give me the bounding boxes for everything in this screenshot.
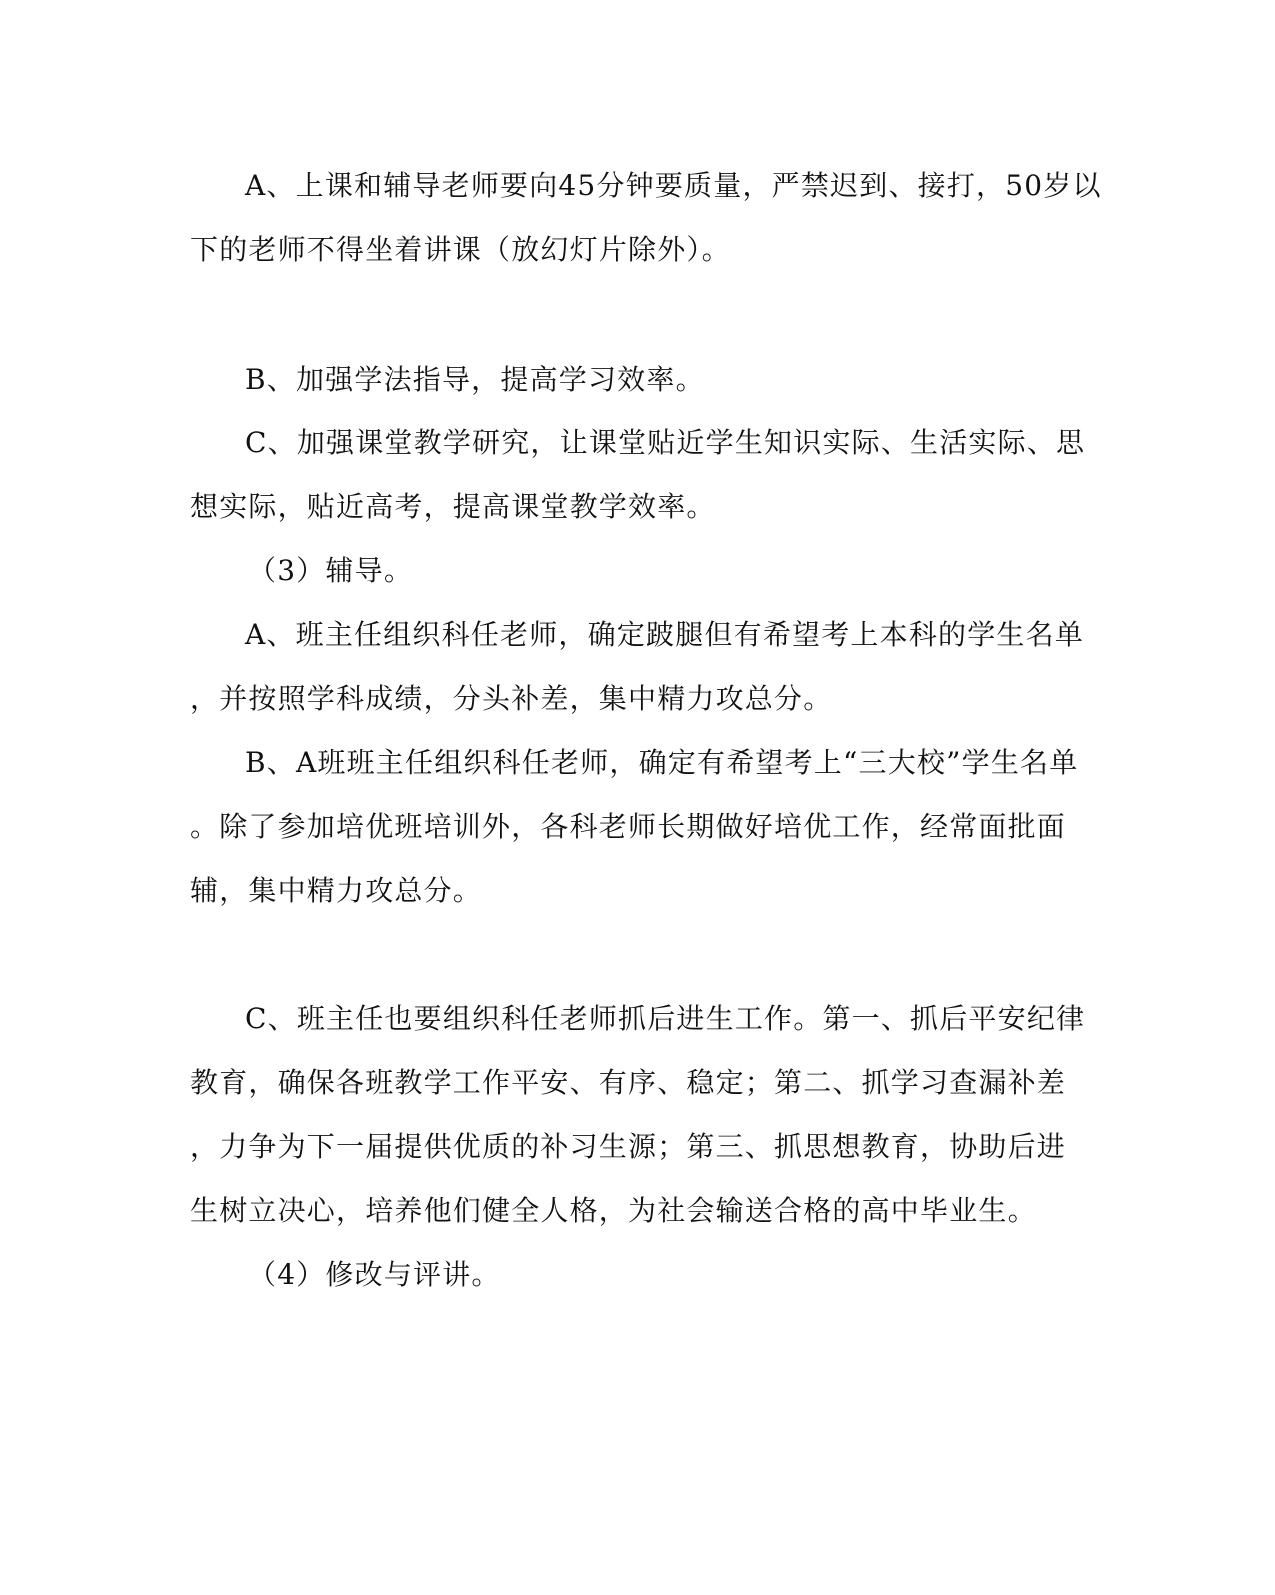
paragraph-3b-line-2: 。除了参加培优班培训外，各科老师长期做好培优工作，经常面批面 [190, 810, 1067, 843]
paragraph-3a-line-2: ，并按照学科成绩，分头补差，集中精力攻总分。 [190, 682, 833, 715]
paragraph-3c-line-4: 生树立决心，培养他们健全人格，为社会输送合格的高中毕业生。 [190, 1194, 1037, 1227]
paragraph-a-line-2: 下的老师不得坐着讲课（放幻灯片除外）。 [190, 233, 731, 266]
paragraph-3c-line-2: 教育，确保各班教学工作平安、有序、稳定；第二、抓学习查漏补差 [190, 1066, 1067, 1099]
section-heading-3: （3）辅导。 [248, 554, 414, 587]
paragraph-b-line-1: B、加强学法指导，提高学习效率。 [245, 363, 705, 396]
paragraph-c-line-2: 想实际，贴近高考，提高课堂教学效率。 [190, 490, 716, 523]
paragraph-3b-line-1: B、A班班主任组织科任老师，确定有希望考上“三大校”学生名单 [245, 746, 1079, 779]
paragraph-3a-line-1: A、班主任组织科任老师，确定跛腿但有希望考上本科的学生名单 [245, 618, 1085, 651]
paragraph-a-line-1: A、上课和辅导老师要向45分钟要质量，严禁迟到、接打，50岁以 [245, 169, 1102, 202]
paragraph-3b-line-3: 辅，集中精力攻总分。 [190, 874, 483, 907]
paragraph-3c-line-3: ，力争为下一届提供优质的补习生源；第三、抓思想教育，协助后进 [190, 1130, 1067, 1163]
paragraph-3c-line-1: C、班主任也要组织科任老师抓后进生工作。第一、抓后平安纪律 [245, 1002, 1086, 1035]
section-heading-4: （4）修改与评讲。 [248, 1258, 501, 1291]
paragraph-c-line-1: C、加强课堂教学研究，让课堂贴近学生知识实际、生活实际、思 [245, 426, 1086, 459]
